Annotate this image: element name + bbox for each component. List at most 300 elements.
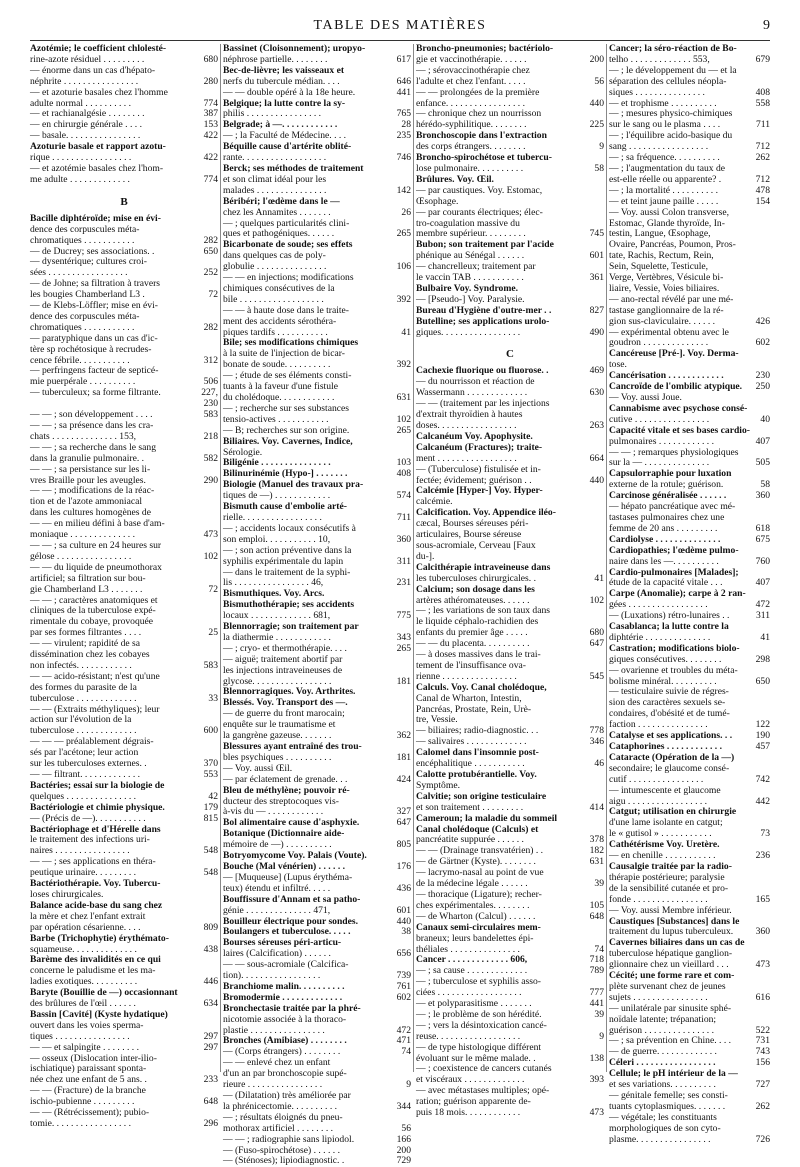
entry-text: sujets . . . . . . . . . . . . . . . . — [609, 991, 708, 1003]
entry-page-number: 457 — [755, 741, 770, 752]
entry-page-number: 346 — [589, 736, 604, 748]
entry-page-number: 553 — [203, 769, 218, 780]
entry-page-number: 280 — [203, 75, 218, 87]
index-entry — [30, 585, 218, 596]
entry-text: lis . . . . . . . . . . . . . . . . 46, — [223, 577, 324, 589]
entry-text: rienne . . . . . . . . . . . . . . . . — [416, 670, 517, 682]
entry-text: ques et pathogéniques. . . . . . — [223, 228, 335, 240]
entry-text: dans les cultures homogènes de — [30, 507, 151, 519]
index-entry — [30, 175, 218, 186]
entry-page-number: 200 — [396, 1144, 411, 1156]
entry-text: les tuberculoses chirurgicales. . — [416, 572, 536, 584]
entry-text: Bile; ses modifications chimiques — [223, 337, 359, 349]
entry-text: bles psychiques . . . . . . . . . . — [223, 751, 332, 763]
entry-text: — — (traitement par les injections — [416, 398, 550, 410]
entry-page-number: 679 — [755, 53, 770, 65]
entry-text: artères athéromateuses. . . . . . — [416, 594, 530, 606]
entry-page-number: 231 — [396, 577, 411, 589]
entry-text: évoluant sur le même malade. . — [416, 1052, 536, 1064]
entry-text: — par éclatement de grenade. . . — [223, 773, 348, 785]
index-entry — [30, 77, 218, 88]
entry-text: Calvitie; son origine testiculaire — [416, 790, 547, 802]
entry-text: — Voy. aussi Membre inférieur. — [609, 904, 732, 916]
entry-page-number: 760 — [755, 555, 770, 567]
entry-text: — — (Rétrécissement); pubio- — [30, 1107, 150, 1119]
entry-text: — chronique chez un nourrisson — [416, 108, 542, 120]
entry-text: moniaque . . . . . . . . . . . . . . — [30, 529, 135, 541]
entry-text: me adulte . . . . . . . . . . . . . — [30, 173, 130, 185]
entry-page-number: 393 — [589, 1074, 604, 1086]
entry-text: les bougies Chamberland L3 . — [30, 289, 145, 301]
entry-text: tastase ganglionnaire de la ré- — [609, 304, 724, 316]
entry-page-number: 602 — [396, 991, 411, 1003]
entry-text: bolisme minéral. . . . . . . . . . — [609, 675, 717, 687]
entry-text: Blessures ayant entraîné des trou- — [223, 741, 362, 752]
entry-page-number: 446 — [203, 976, 218, 988]
entry-text: tuberculose . . . . . . . . . . . . . — [30, 725, 137, 737]
entry-text: Bassinet (Cloisonnement); uropyo- — [223, 43, 366, 54]
entry-page-number: 25 — [208, 627, 218, 639]
entry-text: Berck; ses méthodes de traitement — [223, 162, 364, 174]
entry-text: Wassermann . . . . . . . . . . . . . — [416, 387, 528, 399]
section-letter: B — [120, 195, 128, 208]
index-entry — [30, 694, 218, 705]
entry-text: Bronchectasie traitée par la phré- — [223, 1002, 361, 1014]
entry-text: Broncho-spirochétose et tubercu- — [416, 152, 552, 164]
entry-text: chats . . . . . . . . . . . . . . 153, — [30, 430, 137, 442]
entry-page-number: 74 — [401, 1046, 411, 1058]
index-entry — [609, 557, 770, 568]
entry-page-number: 414 — [589, 801, 604, 813]
entry-text: giques. . . . . . . . . . . . . . . . . — [416, 326, 521, 338]
entry-text: faction . . . . . . . . . . . . . . . — [609, 719, 708, 731]
entry-text: glycose. . . . . . . . . . . . . . . . . — [223, 675, 332, 687]
entry-page-number: 777 — [589, 987, 604, 999]
entry-text: glionnaire chez un vieillard . . . — [609, 959, 729, 971]
index-entry — [30, 814, 218, 825]
entry-page-number: 631 — [589, 856, 604, 868]
entry-text: par opération césarienne. . . . — [30, 921, 141, 933]
entry-text: loses chirurgicales. — [30, 888, 104, 900]
entry-text: — ; étude de ses éléments consti- — [223, 370, 352, 382]
entry-text: globulie . . . . . . . . . . . . . . . — [223, 261, 327, 273]
entry-text: Bilinurinémie (Hypo-] . . . . . . . — [223, 468, 348, 480]
entry-text: tuants à la faveur d'une fistule — [223, 381, 338, 393]
index-entry — [416, 317, 604, 328]
entry-text: non infectés. . . . . . . . . . . . — [30, 659, 132, 671]
entry-page-number: 664 — [589, 452, 604, 464]
entry-text: séparation des cellules néopla- — [609, 75, 727, 87]
entry-page-number: 9 — [599, 141, 604, 153]
entry-text: — — double opéré à la 18e heure. — [223, 86, 356, 98]
entry-text: Brûlures. Voy. Œil. — [416, 173, 494, 185]
entry-page-number: 58 — [760, 479, 770, 491]
entry-page-number: 39 — [594, 878, 604, 890]
entry-text: Béquille cause d'artérite oblité- — [223, 141, 352, 153]
entry-page-number: 473 — [755, 959, 770, 971]
entry-page-number: 9 — [406, 1079, 411, 1091]
entry-page-number: 574 — [396, 490, 411, 502]
index-entry — [416, 454, 604, 465]
entry-page-number: 506 — [203, 376, 218, 388]
entry-text: Capacité vitale et ses bases cardio- — [609, 424, 750, 436]
entry-page-number: 41 — [760, 631, 770, 643]
entry-text: cæcal, Bourses séreuses péri- — [416, 518, 529, 530]
entry-page-number: 103 — [396, 457, 411, 469]
entry-text: — — (Fracture) de la branche — [30, 1085, 146, 1097]
entry-text: — perfringens facteur de septicé- — [30, 365, 159, 377]
entry-text: Sérologie. — [223, 446, 263, 458]
entry-page-number: 648 — [589, 910, 604, 922]
entry-page-number: 789 — [589, 965, 604, 977]
entry-page-number: 262 — [755, 1100, 770, 1112]
entry-text: — — filtrant. . . . . . . . . . . . . — [30, 769, 141, 780]
index-entry — [223, 1156, 411, 1167]
entry-text: secondaire; le glaucome consé- — [609, 762, 730, 774]
entry-page-number: 617 — [396, 53, 411, 65]
entry-page-number: 360 — [755, 926, 770, 938]
entry-page-number: 56 — [594, 75, 604, 87]
entry-text: phénique au Sénégal . . . . . . — [416, 250, 525, 262]
entry-page-number: 548 — [203, 845, 218, 857]
entry-page-number: 233 — [203, 1074, 218, 1086]
entry-text: — unilatérale par sinusite sphé- — [609, 1002, 732, 1014]
entry-page-number: 282 — [203, 234, 218, 246]
entry-page-number: 422 — [203, 152, 218, 164]
entry-text: — ; sérovaccinothérapie chez — [416, 64, 530, 76]
entry-text: artificiel; sa filtration sur bou- — [30, 572, 146, 584]
entry-page-number: 815 — [203, 812, 218, 824]
index-column-4 — [609, 43, 770, 1145]
entry-page-number: 378 — [589, 834, 604, 846]
index-entry — [416, 88, 604, 99]
index-entry — [609, 906, 770, 917]
entry-text: enfants du premier âge . . . . . — [416, 627, 528, 639]
entry-text: Béribéri; l'œdème dans le — — [223, 195, 340, 207]
entry-text: d'une lame isolante en catgut; — [609, 817, 723, 829]
entry-text: — — acido-résistant; n'est qu'une — [30, 670, 160, 682]
entry-text: Azoturie basale et rapport azotu- — [30, 141, 166, 153]
index-entry — [223, 437, 411, 448]
entry-text: dans quelques cas de poly- — [223, 250, 326, 262]
entry-page-number: 545 — [589, 670, 604, 682]
entry-page-number: 634 — [203, 998, 218, 1010]
entry-text: Bismuthiques. Voy. Arcs. — [223, 588, 325, 600]
entry-text: externe de la rotule; guérison. — [609, 479, 724, 491]
entry-text: cence fébrile. . . . . . . . . . . — [30, 354, 130, 366]
entry-text: étude de la capacité vitale . . . — [609, 577, 723, 589]
entry-text: Sein, Squelette, Testicule, — [609, 261, 709, 273]
entry-text: de la médecine légale . . . . . . — [416, 878, 528, 890]
entry-text: gie Chamberland L3 . . . . . . . — [30, 583, 143, 595]
entry-text: enquête sur le traumatisme et — [223, 719, 336, 731]
entry-text: peutique urinaire. . . . . . . . . — [30, 867, 137, 879]
entry-text: Calcium; son dosage dans les — [416, 583, 535, 595]
entry-page-number: 647 — [589, 638, 604, 650]
entry-text: — de Gärtner (Kyste). . . . . . . . — [416, 856, 536, 868]
index-entry — [609, 1015, 770, 1026]
entry-text: lose pulmonaire. . . . . . . . . . — [416, 162, 524, 174]
entry-text: calcémie. — [416, 496, 453, 508]
entry-text: Calcification. Voy. Appendice iléo- — [416, 507, 556, 519]
entry-text: Blessés. Voy. Transport des —. — [223, 697, 348, 709]
entry-text: Calcanéum (Fractures); traite- — [416, 441, 543, 453]
entry-text: plète survenant chez de jeunes — [609, 980, 726, 992]
entry-text: sur les tuberculoses externes. . — [30, 758, 147, 770]
entry-text: Bactériologie et chimie physique. — [30, 801, 165, 813]
entry-page-number: 190 — [755, 730, 770, 742]
entry-text: — hépato pancréatique avec mé- — [609, 501, 736, 513]
entry-page-number: 631 — [396, 392, 411, 403]
entry-text: de la sensibilité cutanée et pro- — [609, 882, 729, 894]
entry-text: Calcanéum Voy. Apophysite. — [416, 430, 533, 442]
entry-text: — (Précis de —). . . . . . . . . . . — [30, 812, 146, 824]
entry-text: Catalyse et ses applications. . . — [609, 730, 733, 742]
entry-page-number: 312 — [203, 354, 218, 366]
entry-page-number: 250 — [755, 381, 770, 393]
entry-text: Bouche (Mal vénérien) . . . . . . — [223, 860, 346, 872]
entry-page-number: 73 — [760, 828, 770, 840]
entry-text: gion sus-claviculaire. . . . . . — [609, 315, 716, 327]
entry-text: dence des corpuscules méta- — [30, 223, 140, 235]
entry-page-number: 805 — [396, 839, 411, 851]
entry-page-number: 774 — [203, 97, 218, 109]
entry-page-number: 478 — [755, 184, 770, 196]
entry-text: Cardiolyse . . . . . . . . . . . . . . — [609, 533, 721, 545]
index-entry — [609, 197, 770, 208]
entry-page-number: 472 — [396, 1024, 411, 1036]
index-entry — [609, 88, 770, 99]
entry-page-number: 102 — [589, 594, 604, 606]
entry-text: — basale. . . . . . . . . . . . . . . . — [30, 130, 141, 142]
entry-page-number: 473 — [589, 1107, 604, 1119]
entry-text: — aiguë; traitement abortif par — [223, 653, 343, 665]
index-column-3 — [416, 43, 604, 1119]
index-entry — [609, 786, 770, 797]
entry-text: — (Fuso-spirochétose) . . . . . . — [223, 1144, 340, 1156]
entry-page-number: 765 — [396, 108, 411, 120]
entry-text: femme de 20 ans . . . . . . . . . — [609, 522, 718, 534]
entry-text: Cancer . . . . . . . . . . . . . 606, — [416, 954, 528, 966]
index-entry — [416, 541, 604, 552]
entry-text: — — ; remarques physiologiques — [609, 446, 739, 458]
entry-text: — ; mesures physico-chimiques — [609, 108, 733, 120]
entry-text: Cardiopathies; l'œdème pulmo- — [609, 544, 739, 556]
entry-text: — en chirurgie générale . . . . — [30, 119, 142, 131]
entry-text: — ; la mortalité . . . . . . . . . . — [609, 184, 718, 196]
index-entry — [609, 1135, 770, 1146]
entry-page-number: 680 — [203, 53, 218, 65]
entry-text: syphilis expérimentale du lapin — [223, 555, 344, 567]
entry-text: squameuse. . . . . . . . . . . . . . — [30, 943, 137, 955]
entry-page-number: 236 — [755, 850, 770, 862]
entry-text: — — ; ses applications en théra- — [30, 856, 156, 868]
entry-text: néphrite . . . . . . . . . . . . . . . . — [30, 75, 139, 87]
entry-text: morphologiques de son cyto- — [609, 1122, 721, 1134]
entry-text: Capsulorraphie pour luxation — [609, 468, 732, 480]
entry-text: philis . . . . . . . . . . . . . . . . — [223, 108, 322, 120]
entry-text: Canaux semi-circulaires mem- — [416, 921, 541, 933]
entry-text: Bouilleur électrique pour sondes. — [223, 915, 359, 927]
entry-text: ciées . . . . . . . . . . . . . . . . . . — [416, 987, 522, 999]
entry-text: Cancroïde de l'ombilic atypique. — [609, 381, 743, 393]
entry-text: — (Tuberculose) fistulisée et in- — [416, 463, 541, 475]
entry-text: Symptôme. — [416, 779, 460, 791]
entry-text: ouvert dans les voies sperma- — [30, 1019, 144, 1031]
entry-page-number: 263 — [589, 420, 604, 431]
entry-text: des formes du parasite de la — [30, 681, 137, 693]
entry-page-number: 200 — [589, 53, 604, 65]
entry-page-number: 650 — [755, 675, 770, 687]
index-entry — [30, 88, 218, 99]
entry-page-number: 739 — [396, 970, 411, 982]
entry-text: rante. . . . . . . . . . . . . . . . . . — [223, 152, 327, 164]
entry-page-number: 327 — [396, 806, 411, 818]
entry-text: condaires, d'obésité et de tumé- — [609, 708, 730, 720]
entry-text: génie . . . . . . . . . . . . . . 471, — [223, 904, 331, 916]
entry-text: Blennorragie; son traitement par — [223, 621, 359, 633]
entry-text: et viscéraux . . . . . . . . . . . . . — [416, 1074, 525, 1086]
entry-page-number: 522 — [755, 1024, 770, 1036]
entry-page-number: 179 — [203, 801, 218, 813]
index-entry — [223, 786, 411, 797]
entry-text: Estomac, Glande thyroïde, In- — [609, 217, 725, 229]
entry-page-number: 505 — [755, 457, 770, 469]
entry-text: est-elle réelle ou apparente? . — [609, 173, 722, 185]
entry-page-number: 408 — [396, 468, 411, 480]
index-entry — [223, 208, 411, 219]
index-entry — [609, 437, 770, 448]
entry-text: Castration; modifications biolo- — [609, 642, 740, 654]
entry-text: Bacille diphtéroïde; mise en évi- — [30, 212, 161, 224]
entry-text: — ; quelques particularités clini- — [223, 217, 350, 229]
entry-text: — — ; modifications de la réac- — [30, 485, 155, 497]
entry-text: Bismuth cause d'embolie arté- — [223, 501, 347, 513]
index-entry — [416, 803, 604, 814]
index-entry — [416, 197, 604, 208]
entry-page-number: 392 — [396, 359, 411, 371]
entry-page-number: 422 — [203, 130, 218, 142]
entry-text: Belgique; la lutte contre la sy- — [223, 97, 346, 109]
entry-text: Boulangers et tuberculose. . . . . — [223, 926, 351, 938]
entry-text: — — en injections; modifications — [223, 272, 354, 284]
entry-text: naire dans les —. . . . . . . . . . — [609, 555, 719, 567]
entry-page-number: 181 — [396, 751, 411, 763]
entry-page-number: 646 — [396, 75, 411, 87]
entry-text: Bactériothérapie. Voy. Tubercu- — [30, 878, 161, 890]
index-entry — [223, 666, 411, 677]
entry-text: Céleri . . . . . . . . . . . . . . . . . — [609, 1057, 716, 1069]
entry-page-number: 181 — [396, 675, 411, 687]
entry-text: cutif . . . . . . . . . . . . . . . . — [609, 773, 704, 785]
index-entry — [223, 1124, 411, 1135]
entry-text: — dans le traitement de la syphi- — [223, 566, 351, 578]
entry-text: — de Ducrey; ses associations. . — [30, 245, 155, 257]
index-entry — [609, 775, 770, 786]
entry-text: la mère et chez l'enfant extrait — [30, 910, 146, 922]
entry-page-number: 46 — [594, 758, 604, 770]
index-entry — [416, 694, 604, 705]
entry-text: — ; sa fréquence. . . . . . . . . . — [609, 152, 720, 164]
entry-page-number: 731 — [755, 1035, 770, 1047]
entry-text: — ; la Faculté de Médecine. . . . — [223, 130, 347, 142]
entry-text: pancréatite suppurée . . . . . . — [416, 834, 524, 846]
entry-page-number: 297 — [203, 1030, 218, 1042]
entry-text: vres Braille pour les aveugles. — [30, 474, 146, 486]
entry-text: ischiatique) paraissant sponta- — [30, 1063, 147, 1075]
index-entry — [609, 546, 770, 557]
entry-text: le liquide céphalo-rachidien des — [416, 616, 539, 628]
entry-text: — de guerre. . . . . . . . . . . . . — [609, 1046, 717, 1058]
entry-text: ducteur des streptocoques vis- — [223, 795, 339, 807]
entry-page-number: 827 — [589, 304, 604, 316]
index-entry — [30, 934, 218, 945]
index-entry — [609, 1124, 770, 1135]
index-entry — [30, 465, 218, 476]
entry-text: Calcémie [Hyper-] Voy. Hyper- — [416, 485, 543, 497]
entry-text: tion et de l'azote ammoniacal — [30, 496, 143, 508]
index-entry — [223, 317, 411, 328]
entry-page-number: 225 — [589, 119, 604, 131]
entry-text: Biliaires. Voy. Cavernes, Indice, — [223, 435, 353, 447]
entry-text: tement de l'insuffisance ova- — [416, 659, 526, 671]
entry-text: — ; sa prévention en Chine. . . . — [609, 1035, 732, 1047]
entry-text: Cannabisme avec psychose consé- — [609, 402, 748, 414]
entry-text: des corps étrangers. . . . . . . . — [416, 141, 526, 153]
entry-text: — — prolongées de la première — [416, 86, 540, 98]
entry-page-number: 343 — [396, 631, 411, 643]
entry-page-number: 262 — [755, 152, 770, 164]
entry-text: — testiculaire suivie de régres- — [609, 686, 729, 698]
entry-text: — génitale femelle; ses consti- — [609, 1090, 728, 1101]
index-entry — [609, 426, 770, 437]
entry-text: gées . . . . . . . . . . . . . . . . . — [609, 599, 708, 611]
column-divider — [413, 44, 414, 1072]
entry-text: piques tardifs . . . . . . . . . . . — [223, 326, 328, 338]
entry-text: tro-coagulation massive du — [416, 217, 520, 229]
entry-text: à la suite de l'injection de bicar- — [223, 348, 345, 360]
entry-text: rielle. . . . . . . . . . . . . . . . . — [223, 511, 322, 523]
index-entry — [223, 906, 411, 917]
index-entry — [30, 1119, 218, 1130]
entry-text: des brûlures de l'œil . . . . . . — [30, 998, 136, 1010]
index-entry — [416, 328, 604, 339]
entry-text: — de Klebs-Löffler; mise en évi- — [30, 300, 158, 312]
entry-page-number: 647 — [396, 817, 411, 829]
entry-page-number: 618 — [755, 522, 770, 534]
entry-text: — tuberculeux; sa forme filtrante. — [30, 387, 161, 399]
entry-text: — et trophisme . . . . . . . . . . — [609, 97, 717, 109]
index-entry — [416, 208, 604, 219]
entry-text: encéphalitique . . . . . . . . . . . — [416, 758, 525, 770]
entry-text: — végétale; les constituants — [609, 1111, 717, 1123]
entry-text: — ; sa cause . . . . . . . . . . . . . — [416, 965, 528, 977]
entry-text: par ses formes filtrantes . . . . — [30, 627, 142, 639]
entry-text: — ; son action préventive dans la — [223, 544, 352, 556]
entry-text: ration; guérison apparente de- — [416, 1096, 531, 1108]
entry-text: — osseux (Dislocation inter-ilio- — [30, 1052, 157, 1064]
index-entry — [223, 426, 411, 437]
index-entry — [416, 923, 604, 934]
entry-page-number: 711 — [755, 119, 770, 131]
entry-text: Bureau d'Hygiène d'outre-mer . . — [416, 304, 552, 316]
entry-text: Canal de Wharton, Intestin, — [416, 692, 522, 704]
entry-page-number: 774 — [203, 173, 218, 185]
entry-page-number: 227, — [201, 387, 218, 399]
entry-text: noïdale latente; trépanation; — [609, 1013, 717, 1025]
index-entry — [609, 77, 770, 88]
entry-text: nicotomie associée à la thoraco- — [223, 1013, 347, 1025]
